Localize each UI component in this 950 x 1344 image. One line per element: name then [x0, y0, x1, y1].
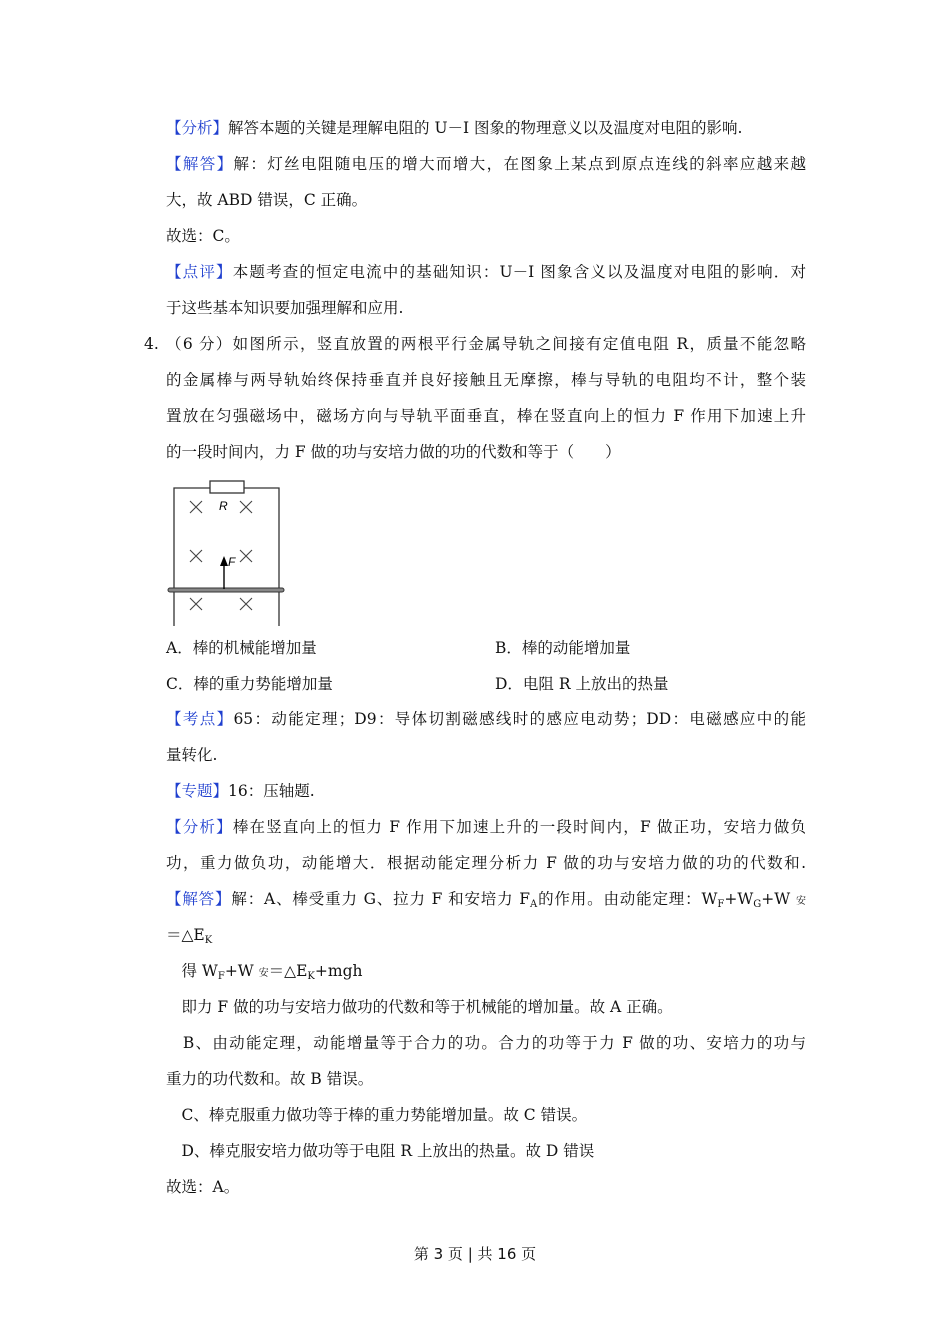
option-c: C．棒的重力势能增加量 [166, 675, 333, 693]
text-segment: 大，故 ABD 错误，C 正确。 [166, 191, 368, 209]
text-segment: C、棒克服重力做功等于棒的重力势能增加量。故 C 错误。 [166, 1106, 588, 1124]
text-segment: 得 W [166, 962, 218, 980]
section-label: 【分析】 [166, 818, 233, 836]
text-segment: 的一段时间内，力 F 做的功与安培力做的功的代数和等于（ ） [166, 443, 621, 461]
text-line [166, 1097, 806, 1133]
section-label: 【考点】 [166, 710, 234, 728]
text-segment: 解答本题的关键是理解电阻的 U－I 图象的物理意义以及温度对电阻的影响. [228, 119, 743, 137]
force-label: F [228, 555, 236, 569]
text-line [166, 1025, 806, 1061]
text-line [144, 326, 806, 362]
option-b: B．棒的动能增加量 [495, 639, 631, 657]
text-segment: 重力的功代数和。故 B 错误。 [166, 1070, 374, 1088]
text-segment: +W [224, 962, 259, 980]
text-line [166, 845, 806, 881]
text-line [166, 881, 806, 917]
magnetic-field-crosses [190, 501, 252, 610]
text-line [166, 290, 806, 326]
text-segment: 置放在匀强磁场中，磁场方向与导轨平面垂直，棒在竖直向上的恒力 F 作用下加速上升 [166, 407, 806, 425]
text-segment: （6 分）如图所示，竖直放置的两根平行金属导轨之间接有定值电阻 R，质量不能忽略 [166, 335, 806, 353]
subscript: F [717, 899, 725, 910]
section-label: 【解答】 [166, 890, 232, 908]
metal-rod [168, 588, 284, 592]
text-segment: 故选：C。 [166, 227, 240, 245]
text-segment: 本题考查的恒定电流中的基础知识：U－I 图象含义以及温度对电阻的影响．对 [232, 263, 806, 281]
subscript-small: 安 [258, 968, 269, 979]
text-line [166, 989, 806, 1025]
text-line [166, 1169, 806, 1205]
text-segment: 功，重力做负功，动能增大．根据动能定理分析力 F 做的功与安培力做的功的代数和. [166, 854, 806, 872]
text-segment: 的作用。由动能定理：W [537, 890, 718, 908]
rail-circuit-diagram [166, 476, 286, 626]
text-segment: 解：A、棒受重力 G、拉力 F 和安培力 F [231, 890, 530, 908]
section-label: 【解答】 [166, 155, 234, 173]
text-segment: 即力 F 做的功与安培力做功的代数和等于机械能的增加量。故 A 正确。 [166, 998, 673, 1016]
section-label: 【分析】 [166, 119, 229, 137]
text-segment: 的金属棒与两导轨始终保持垂直并良好接触且无摩擦，棒与导轨的电阻均不计，整个装 [166, 371, 806, 389]
text-segment: +W [724, 890, 754, 908]
text-segment: 65：动能定理；D9：导体切割磁感线时的感应电动势；DD：电磁感应中的能 [233, 710, 806, 728]
text-line [166, 1133, 806, 1169]
text-segment: D、棒克服安培力做功等于电阻 R 上放出的热量。故 D 错误 [166, 1142, 595, 1160]
page-footer: 第 3 页 | 共 16 页 [413, 1245, 537, 1263]
text-segment: 量转化. [166, 746, 218, 764]
subscript: K [204, 935, 213, 946]
text-line [166, 809, 806, 845]
solution-q4 [166, 701, 806, 1205]
option-a: A．棒的机械能增加量 [166, 639, 317, 657]
text-line [166, 182, 806, 218]
subscript-small: 安 [795, 896, 806, 907]
text-segment: 于这些基本知识要加强理解和应用. [166, 299, 404, 317]
text-segment: 解：灯丝电阻随电压的增大而增大，在图象上某点到原点连线的斜率应越来越 [233, 155, 806, 173]
subscript: K [307, 971, 315, 982]
text-line [166, 110, 806, 146]
text-line [166, 1061, 806, 1097]
section-label: 【点评】 [166, 263, 233, 281]
subscript: F [217, 971, 225, 982]
text-line [166, 701, 806, 737]
text-segment: +W [761, 890, 796, 908]
text-line [166, 398, 806, 434]
text-segment: ＝△E [166, 926, 205, 944]
question-number: 4. [144, 335, 159, 353]
section-label: 【专题】 [166, 782, 229, 800]
resistor-label: R [219, 499, 228, 513]
solution-q3-and-question-4 [144, 110, 806, 470]
text-line [166, 362, 806, 398]
text-segment: 棒在竖直向上的恒力 F 作用下加速上升的一段时间内，F 做正功，安培力做负 [232, 818, 806, 836]
resistor [210, 481, 244, 493]
subscript: G [753, 899, 762, 910]
text-line [166, 773, 806, 809]
text-segment: B、由动能定理，动能增量等于合力的功。合力的功等于力 F 做的功、安培力的功与 [166, 1034, 806, 1052]
text-line [166, 917, 806, 953]
text-line [166, 254, 806, 290]
text-line [166, 953, 806, 989]
text-segment: ＝△E [268, 962, 308, 980]
text-line [166, 434, 806, 470]
text-line [166, 218, 806, 254]
text-segment: +mgh [314, 962, 363, 980]
text-line [166, 737, 806, 773]
text-line [166, 146, 806, 182]
text-segment: 16：压轴题. [228, 782, 315, 800]
option-d: D．电阻 R 上放出的热量 [495, 675, 669, 693]
subscript: A [530, 899, 538, 910]
text-segment: 故选：A。 [166, 1178, 240, 1196]
